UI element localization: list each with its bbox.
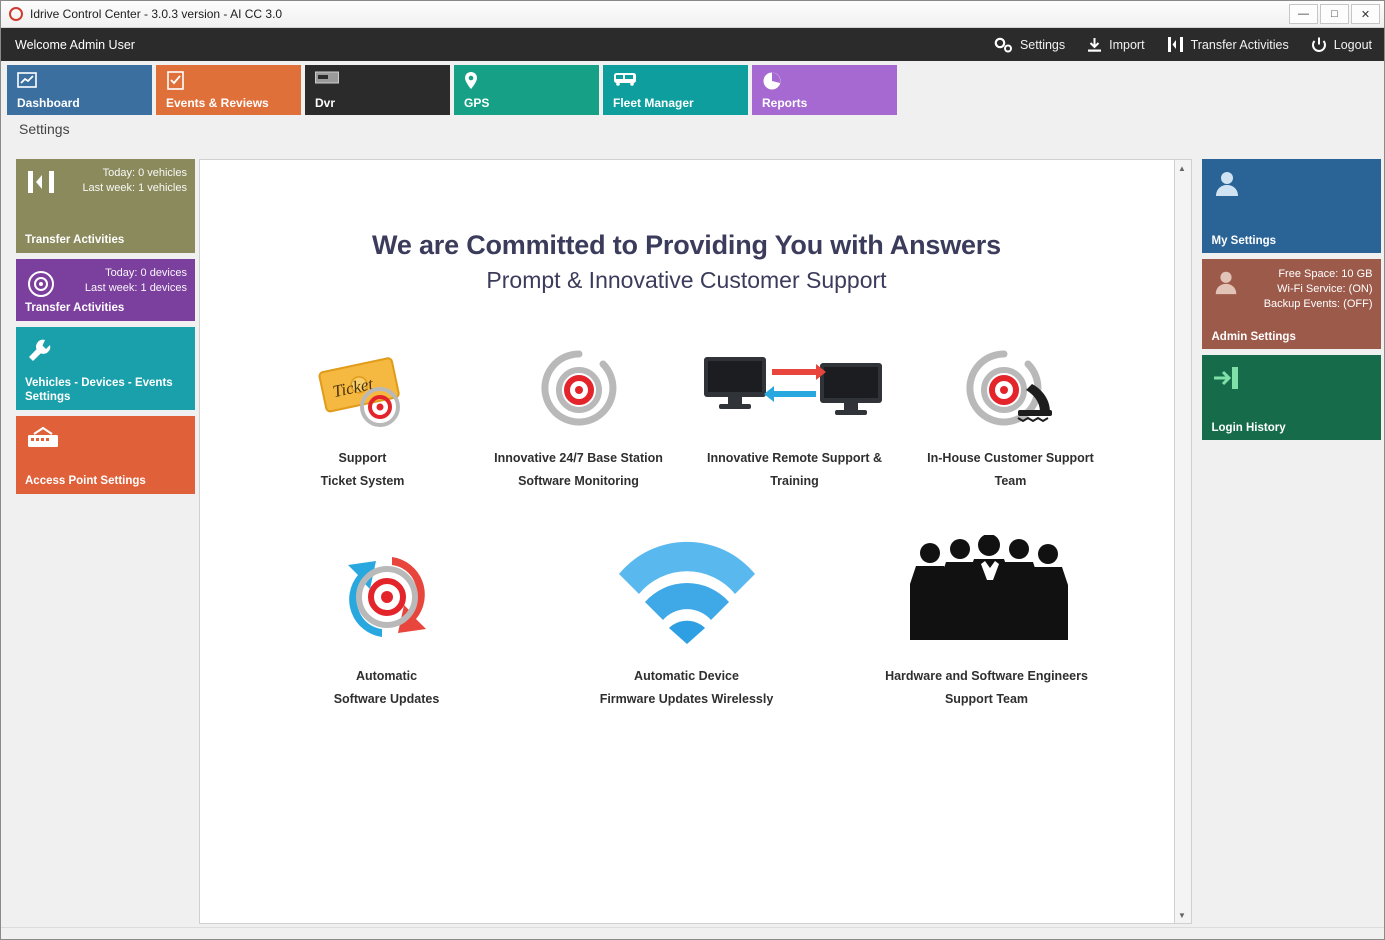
left-tile-column: [1, 151, 199, 938]
feature-grid-row-1: [200, 334, 1174, 514]
top-navigation-bar: [1, 28, 1384, 61]
title-bar: [1, 1, 1384, 28]
tile-label: Transfer Activities: [25, 302, 125, 314]
maximize-button[interactable]: □: [1320, 4, 1349, 24]
tile-label: Access Point Settings: [25, 475, 146, 487]
target-icon: [26, 269, 56, 304]
window-buttons: [1289, 4, 1380, 24]
feature-caption-line-2: Firmware Updates Wirelessly: [599, 692, 774, 706]
transfer-icon: [26, 169, 56, 200]
feature-support-ticket-system: [255, 334, 471, 490]
topbar-import-button[interactable]: [1087, 37, 1144, 53]
checklist-icon: [166, 71, 188, 91]
tab-dvr[interactable]: [305, 65, 450, 115]
user-icon: [1212, 168, 1242, 203]
close-button[interactable]: ✕: [1351, 4, 1380, 24]
server-icon: [26, 426, 60, 457]
user-admin-icon: [1212, 268, 1240, 301]
scroll-down-button[interactable]: ▼: [1175, 907, 1190, 923]
feature-automatic-software-updates: [237, 532, 537, 708]
feature-in-house-support-team: [903, 334, 1119, 490]
tile-vehicles-devices-events-settings[interactable]: [16, 327, 195, 410]
tab-dashboard[interactable]: [7, 65, 152, 115]
feature-caption-line-2: Software Monitoring: [518, 474, 639, 488]
pie-chart-icon: [762, 71, 784, 91]
tile-login-history[interactable]: [1202, 355, 1381, 440]
chart-icon: [17, 71, 39, 91]
tile-stats: [82, 166, 187, 196]
page-title: Settings: [19, 121, 70, 137]
scroll-up-button[interactable]: ▲: [1175, 160, 1190, 176]
page-title-bar: [1, 115, 1384, 143]
tile-access-point-settings[interactable]: [16, 416, 195, 494]
tile-my-settings[interactable]: [1202, 159, 1381, 253]
tab-reports-label: Reports: [762, 96, 808, 110]
tab-events-reviews[interactable]: [156, 65, 301, 115]
tab-dvr-label: Dvr: [315, 96, 336, 110]
feature-caption-line-1: In-House Customer Support: [927, 451, 1094, 465]
transfer-icon: [1167, 36, 1184, 53]
feature-firmware-updates-wireless: [537, 532, 837, 708]
tab-fleet-manager-label: Fleet Manager: [613, 96, 694, 110]
feature-caption-line-2: Software Updates: [333, 692, 440, 706]
refresh-target-icon: [237, 532, 537, 662]
power-icon: [1311, 37, 1327, 53]
window-title: Idrive Control Center - 3.0.3 version - AI CC 3.0: [30, 7, 283, 21]
feature-caption-line-1: Automatic: [355, 669, 418, 683]
topbar-transfer-label: Transfer Activities: [1190, 37, 1289, 52]
gear-icon: [993, 36, 1013, 54]
svg-text:Ticket: Ticket: [330, 373, 375, 401]
topbar-settings-button[interactable]: [993, 36, 1065, 54]
status-bar: [1, 927, 1384, 939]
feature-caption-line-2: Training: [770, 474, 819, 488]
record-circle-icon: [9, 7, 23, 21]
feature-grid-row-2: [200, 532, 1174, 732]
feature-remote-support-training: [687, 334, 903, 490]
tile-label: Login History: [1211, 422, 1286, 434]
tile-stat-line: Wi-Fi Service: (ON): [1277, 283, 1373, 295]
feature-caption-line-1: Support: [338, 451, 387, 465]
tab-reports[interactable]: [752, 65, 897, 115]
map-pin-icon: [464, 71, 486, 91]
tab-events-reviews-label: Events & Reviews: [166, 96, 269, 110]
tile-stat-line: Last week: 1 devices: [84, 282, 187, 294]
content-scrollbar[interactable]: [1175, 159, 1192, 924]
right-tile-column: [1192, 151, 1385, 938]
tile-label: Vehicles - Devices - Events Settings: [25, 377, 173, 403]
tab-dashboard-label: Dashboard: [17, 96, 80, 110]
login-arrow-icon: [1212, 364, 1242, 397]
topbar-import-label: Import: [1109, 37, 1145, 52]
feature-caption-line-2: Ticket System: [320, 474, 405, 488]
main-body: [1, 151, 1384, 938]
content-area: [199, 151, 1192, 938]
feature-caption-line-1: Automatic Device: [634, 669, 739, 683]
download-icon: [1087, 37, 1102, 53]
minimize-button[interactable]: —: [1289, 4, 1318, 24]
ticket-icon: [255, 334, 471, 444]
welcome-label: Welcome Admin User: [15, 37, 135, 52]
topbar-logout-label: Logout: [1333, 37, 1372, 52]
tile-transfer-activities-devices[interactable]: [16, 259, 195, 321]
tile-stats: [85, 266, 187, 296]
feature-caption-line-1: Innovative 24/7 Base Station: [494, 451, 663, 465]
tile-stats: [1264, 267, 1373, 312]
two-monitors-icon: [687, 334, 903, 444]
tile-admin-settings[interactable]: [1202, 259, 1381, 349]
tile-label: My Settings: [1211, 235, 1277, 247]
tab-fleet-manager[interactable]: [603, 65, 748, 115]
target-phone-icon: [903, 334, 1119, 444]
tile-transfer-activities-vehicles[interactable]: [16, 159, 195, 253]
module-tab-bar: [1, 61, 1384, 115]
tab-gps-label: GPS: [464, 96, 490, 110]
feature-hardware-software-engineers: [837, 532, 1137, 708]
feature-caption-line-2: Support Team: [944, 692, 1029, 706]
tile-stat-line: Free Space: 10 GB: [1278, 268, 1373, 280]
tile-label: Transfer Activities: [25, 234, 125, 246]
topbar-transfer-activities-button[interactable]: [1167, 36, 1289, 53]
topbar-logout-button[interactable]: [1311, 37, 1372, 53]
feature-caption-line-1: Hardware and Software Engineers: [885, 669, 1088, 683]
tile-label: Admin Settings: [1211, 331, 1296, 343]
headline: We are Committed to Providing You with Answers: [372, 230, 1001, 260]
tile-stat-line: Today: 0 devices: [105, 267, 187, 279]
tile-stat-line: Backup Events: (OFF): [1263, 298, 1373, 310]
feature-base-station-monitoring: [471, 334, 687, 490]
wifi-icon: [537, 532, 837, 662]
tile-stat-line: Today: 0 vehicles: [102, 167, 187, 179]
feature-caption-line-2: Team: [994, 474, 1027, 488]
wrench-icon: [26, 337, 56, 370]
headline-block: [200, 230, 1174, 294]
bus-icon: [613, 71, 635, 91]
dvr-icon: [315, 71, 337, 91]
top-navigation-actions: [993, 36, 1372, 54]
feature-caption-line-1: Innovative Remote Support &: [706, 451, 883, 465]
tab-gps[interactable]: [454, 65, 599, 115]
tile-stat-line: Last week: 1 vehicles: [82, 182, 187, 194]
team-silhouette-icon: [837, 532, 1137, 662]
support-overview-panel: [199, 159, 1175, 924]
subheadline: Prompt & Innovative Customer Support: [486, 267, 887, 293]
topbar-settings-label: Settings: [1019, 37, 1066, 52]
target-icon: [471, 334, 687, 444]
